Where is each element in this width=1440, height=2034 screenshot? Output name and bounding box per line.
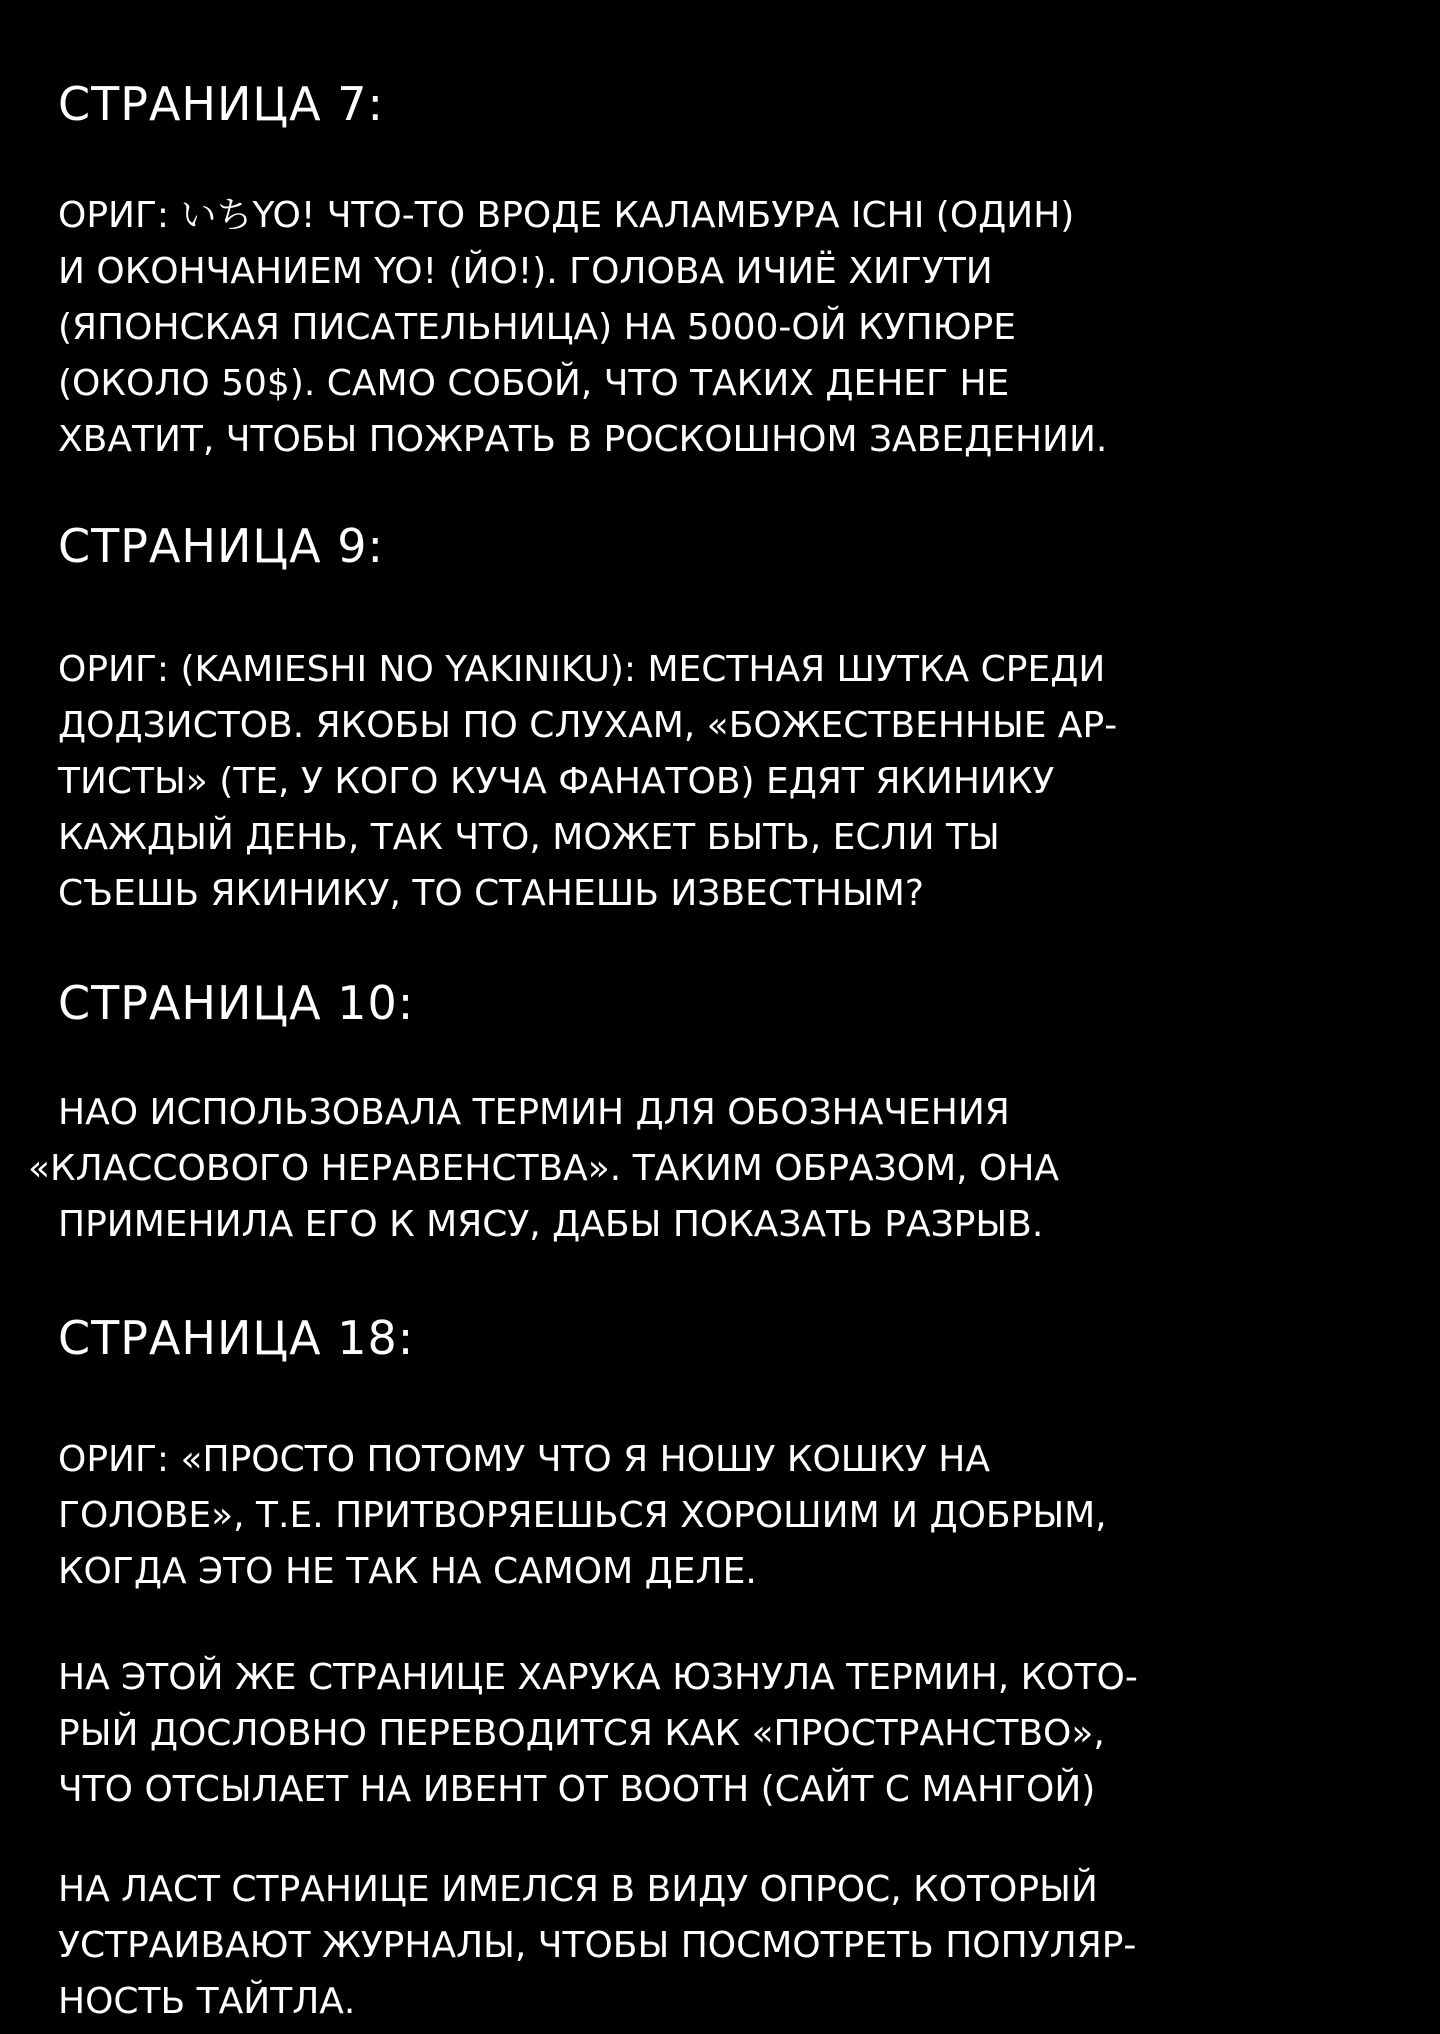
note-line: ХВАТИТ, ЧТОБЫ ПОЖРАТЬ В РОСКОШНОМ ЗАВЕДЕНИИ. — [58, 419, 1108, 460]
note-page-7 — [58, 188, 1398, 468]
note-page-9 — [58, 642, 1398, 922]
note-line: ПРИМЕНИЛА ЕГО К МЯСУ, ДАБЫ ПОКАЗАТЬ РАЗРЫВ. — [58, 1204, 1044, 1245]
note-line: КОГДА ЭТО НЕ ТАК НА САМОМ ДЕЛЕ. — [58, 1551, 757, 1592]
note-page-10 — [28, 1085, 1398, 1253]
note-line: ЧТО ОТСЫЛАЕТ НА ИВЕНТ ОТ BOOTH (САЙТ С МАНГОЙ) — [58, 1769, 1096, 1810]
note-line: ДОДЗИСТОВ. ЯКОБЫ ПО СЛУХАМ, «БОЖЕСТВЕННЫЕ АР- — [58, 705, 1118, 746]
note-line: ГОЛОВЕ», Т.Е. ПРИТВОРЯЕШЬСЯ ХОРОШИМ И ДОБРЫМ, — [58, 1495, 1107, 1536]
note-line: ОРИГ: (KAMIESHI NO YAKINIKU): МЕСТНАЯ ШУТКА СРЕДИ — [58, 649, 1106, 690]
section-heading-page-7: СТРАНИЦА 7: — [58, 77, 384, 131]
note-line: НОСТЬ ТАЙТЛА. — [58, 1981, 356, 2022]
note-line: ОРИГ: «ПРОСТО ПОТОМУ ЧТО Я НОШУ КОШКУ НА — [58, 1439, 990, 1480]
note-line: (ОКОЛО 50$). САМО СОБОЙ, ЧТО ТАКИХ ДЕНЕГ НЕ — [58, 363, 1010, 404]
note-line: НА ЭТОЙ ЖЕ СТРАНИЦЕ ХАРУКА ЮЗНУЛА ТЕРМИН, КОТО- — [58, 1657, 1138, 1698]
note-line: СЪЕШЬ ЯКИНИКУ, ТО СТАНЕШЬ ИЗВЕСТНЫМ? — [58, 873, 924, 914]
note-line: НАО ИСПОЛЬЗОВАЛА ТЕРМИН ДЛЯ ОБОЗНАЧЕНИЯ — [58, 1092, 1010, 1133]
note-line: ОРИГ: いちYO! ЧТО-ТО ВРОДЕ КАЛАМБУРА ICHI (ОДИН) — [58, 195, 1075, 236]
section-heading-page-10: СТРАНИЦА 10: — [58, 976, 415, 1030]
note-page-18-b — [58, 1650, 1398, 1818]
note-page-18-a — [58, 1432, 1398, 1600]
note-page-18-c — [58, 1862, 1398, 2030]
note-line: РЫЙ ДОСЛОВНО ПЕРЕВОДИТСЯ КАК «ПРОСТРАНСТВО», — [58, 1713, 1105, 1754]
note-line: (ЯПОНСКАЯ ПИСАТЕЛЬНИЦА) НА 5000-ОЙ КУПЮРЕ — [58, 307, 1016, 348]
note-line: КАЖДЫЙ ДЕНЬ, ТАК ЧТО, МОЖЕТ БЫТЬ, ЕСЛИ ТЫ — [58, 817, 1000, 858]
note-line: И ОКОНЧАНИЕМ YO! (ЙО!). ГОЛОВА ИЧИЁ ХИГУТИ — [58, 251, 993, 292]
section-heading-page-9: СТРАНИЦА 9: — [58, 519, 384, 573]
note-line: ТИСТЫ» (ТЕ, У КОГО КУЧА ФАНАТОВ) ЕДЯТ ЯКИНИКУ — [58, 761, 1055, 802]
section-heading-page-18: СТРАНИЦА 18: — [58, 1311, 415, 1365]
note-line: «КЛАССОВОГО НЕРАВЕНСТВА». ТАКИМ ОБРАЗОМ, ОНА — [28, 1148, 1060, 1189]
note-line: УСТРАИВАЮТ ЖУРНАЛЫ, ЧТОБЫ ПОСМОТРЕТЬ ПОПУЛЯР- — [58, 1925, 1137, 1966]
note-line: НА ЛАСТ СТРАНИЦЕ ИМЕЛСЯ В ВИДУ ОПРОС, КОТОРЫЙ — [58, 1869, 1098, 1910]
